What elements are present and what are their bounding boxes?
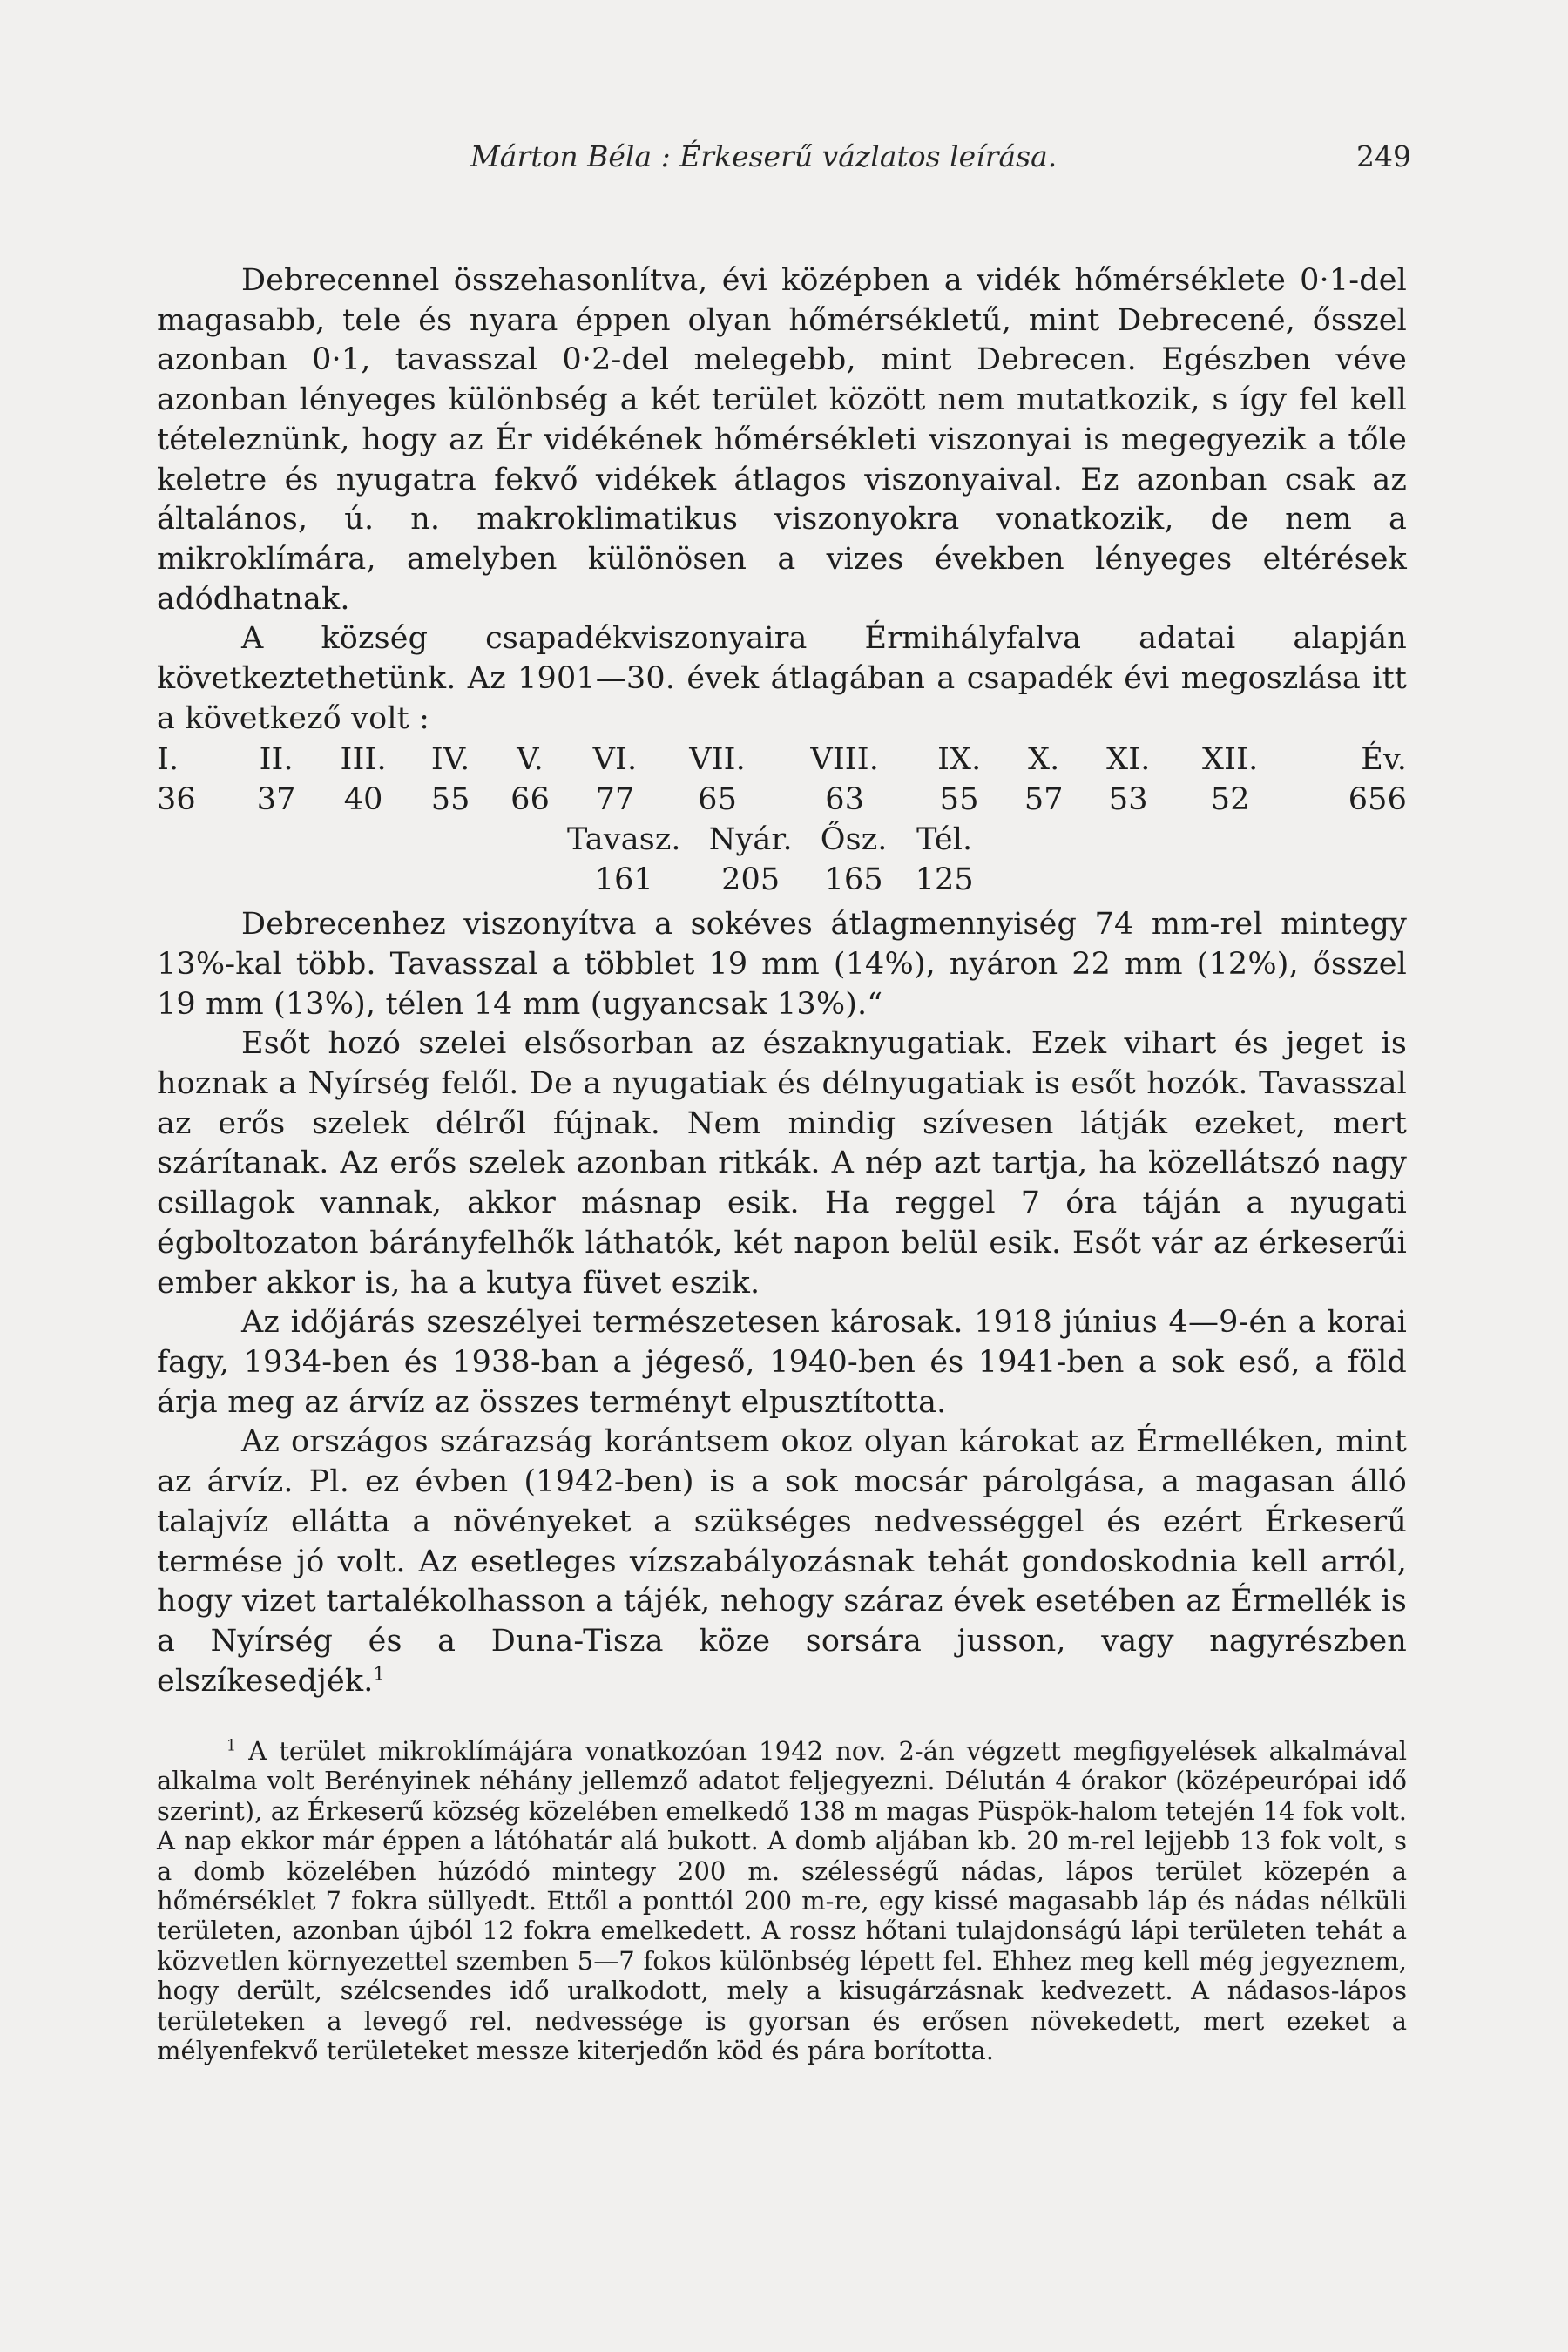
month-label: III. <box>340 742 387 778</box>
month-label: II. <box>259 742 294 778</box>
season-value-row <box>553 861 988 901</box>
paragraph-drought <box>157 1423 1407 1701</box>
month-value-row <box>157 781 1407 821</box>
paragraph-drought-text: Az országos szárazság korántsem okoz olyan károkat az Érmelléken, mint az árvíz. Pl. ez évben (1942-ben) is a sok mocsár párolgása, a magasan álló talajvíz ellátta a növényeket a szükséges nedvességgel és ezért Érkeserű termése jó volt. Az esetleges vízszabályozásnak tehát gondoskodnia kell arról, hogy vizet tartalékolhasson a tájék, nehogy száraz évek esetében az Érmellék is a Nyírség és a Duna-Tisza köze sorsára jusson, vagy nagyrészben elszíkesedjék. <box>157 1424 1407 1699</box>
month-label: VIII. <box>810 742 880 778</box>
month-label: V. <box>517 742 544 778</box>
month-label: VI. <box>592 742 638 778</box>
season-label: Ősz. <box>820 821 888 857</box>
season-label: Tavasz. <box>567 821 681 857</box>
month-value: 77 <box>595 782 635 818</box>
month-value: 52 <box>1210 782 1250 818</box>
year-label: Év. <box>1361 742 1407 778</box>
footnote <box>157 1736 1407 2065</box>
month-label: IV. <box>430 742 470 778</box>
month-label: VII. <box>689 742 746 778</box>
month-value: 40 <box>343 782 383 818</box>
month-value: 55 <box>430 782 470 818</box>
month-label: XI. <box>1106 742 1151 778</box>
month-header-row <box>157 740 1407 781</box>
paragraph-precipitation-intro: A község csapadékviszonyaira Érmihályfalva adatai alapján következtethetünk. Az 1901—30. évek átlagában a csapadék évi megoszlása itt a következő volt : <box>157 621 1407 736</box>
year-value: 656 <box>1348 782 1407 818</box>
month-label: IX. <box>937 742 982 778</box>
paragraph-temperature: Debrecennel összehasonlítva, évi középben a vidék hőmérséklete 0·1-del magasabb, tele és nyara éppen olyan hőmérsékletű, mint Debrecené, ősszel azonban 0·1, tavasszal 0·2-del melegebb, mint Debrecen. Egészben véve azonban lényeges különbség a két terület között nem mutatkozik, s így fel kell tételeznünk, hogy az Ér vidékének hőmérsékleti viszonyai is megegyezik a tőle keletre és nyugatra fekvő vidékek átlagos viszonyaival. Ez azonban csak az általános, ú. n. makroklimatikus viszonyokra vonatkozik, de nem a mikroklímára, amelyben különösen a vizes években lényeges eltérések adódhatnak. <box>157 263 1407 617</box>
month-value: 57 <box>1024 782 1064 818</box>
paragraph-winds: Esőt hozó szelei elsősorban az északnyugatiak. Ezek vihart és jeget is hoznak a Nyírség felől. De a nyugatiak és délnyugatiak is esőt hozók. Tavasszal az erős szelek délről fújnak. Nem mindig szívesen látják ezeket, mert szárítanak. Az erős szelek azonban ritkák. A nép azt tartja, ha közellátszó nagy csillagok vannak, akkor másnap esik. Ha reggel 7 óra táján a nyugati égboltozaton bárányfelhők láthatók, két napon belül esik. Esőt vár az érkeserűi ember akkor is, ha a kutya füvet eszik. <box>157 1026 1407 1301</box>
paragraph-debrecen-comparison: Debrecenhez viszonyítva a sokéves átlagmennyiség 74 mm-rel mintegy 13%-kal több. Tavasszal a többlet 19 mm (14%), nyáron 22 mm (12%), ősszel 19 mm (13%), télen 14 mm (ugyancsak 13%).“ <box>157 907 1407 1022</box>
monthly-precipitation-table <box>157 740 1407 820</box>
season-value: 161 <box>594 862 653 897</box>
season-value: 205 <box>721 862 781 897</box>
month-value: 37 <box>256 782 296 818</box>
seasonal-precipitation-table <box>553 821 988 900</box>
month-value: 55 <box>939 782 979 818</box>
month-label: X. <box>1028 742 1060 778</box>
month-value: 53 <box>1108 782 1148 818</box>
season-value: 125 <box>915 862 974 897</box>
footnote-mark: 1 <box>226 1737 237 1755</box>
month-value: 66 <box>510 782 550 818</box>
month-value: 36 <box>157 782 196 818</box>
body-text <box>157 261 1407 1701</box>
season-header-row <box>553 821 988 861</box>
footnote-text: A terület mikroklímájára vonatkozóan 1942 nov. 2-án végzett megfigyelések alkalmával alkalma volt Berényinek néhány jellemző adatot feljegyezni. Délután 4 órakor (középeurópai idő szerint), az Érkeserű község közelében emelkedő 138 m magas Püspök-halom tetején 14 fok volt. A nap ekkor már éppen a látóhatár alá bukott. A domb aljában kb. 20 m-rel lejjebb 13 fok volt, s a domb közelében húzódó mintegy 200 m. szélességű nádas, lápos terület közepén a hőmérséklet 7 fokra süllyedt. Ettől a ponttól 200 m-re, egy kissé magasabb láp és nádas nélküli területen, azonban újból 12 fokra emelkedett. A rossz hőtani tulajdonságú lápi területen tehát a közvetlen környezettel szemben 5—7 fokos különbség lépett fel. Ehhez meg kell még jegyeznem, hogy derült, szélcsendes idő uralkodott, mely a kisugárzásnak kedvezett. A nádasos-lápos területeken a levegő rel. nedvessége is gyorsan és erősen növekedett, mert ezeket a mélyenfekvő területeket messze kiterjedőn köd és pára borította. <box>157 1736 1408 2066</box>
season-label: Tél. <box>916 821 973 857</box>
season-value: 165 <box>824 862 883 897</box>
running-title: Márton Béla : Érkeserű vázlatos leírása. <box>470 139 1058 173</box>
footnote-reference: 1 <box>373 1662 386 1684</box>
month-value: 65 <box>698 782 738 818</box>
month-label: I. <box>157 742 179 778</box>
month-label: XII. <box>1202 742 1259 778</box>
season-label: Nyár. <box>708 821 793 857</box>
footnote-paragraph <box>157 1736 1407 2065</box>
page-header <box>157 139 1411 183</box>
month-value: 63 <box>825 782 865 818</box>
page-number: 249 <box>1356 139 1411 173</box>
paragraph-weather-damage: Az időjárás szeszélyei természetesen károsak. 1918 június 4—9-én a korai fagy, 1934-ben és 1938-ban a jégeső, 1940-ben és 1941-ben a sok eső, a föld árja meg az árvíz az összes terményt elpusztította. <box>157 1305 1407 1420</box>
